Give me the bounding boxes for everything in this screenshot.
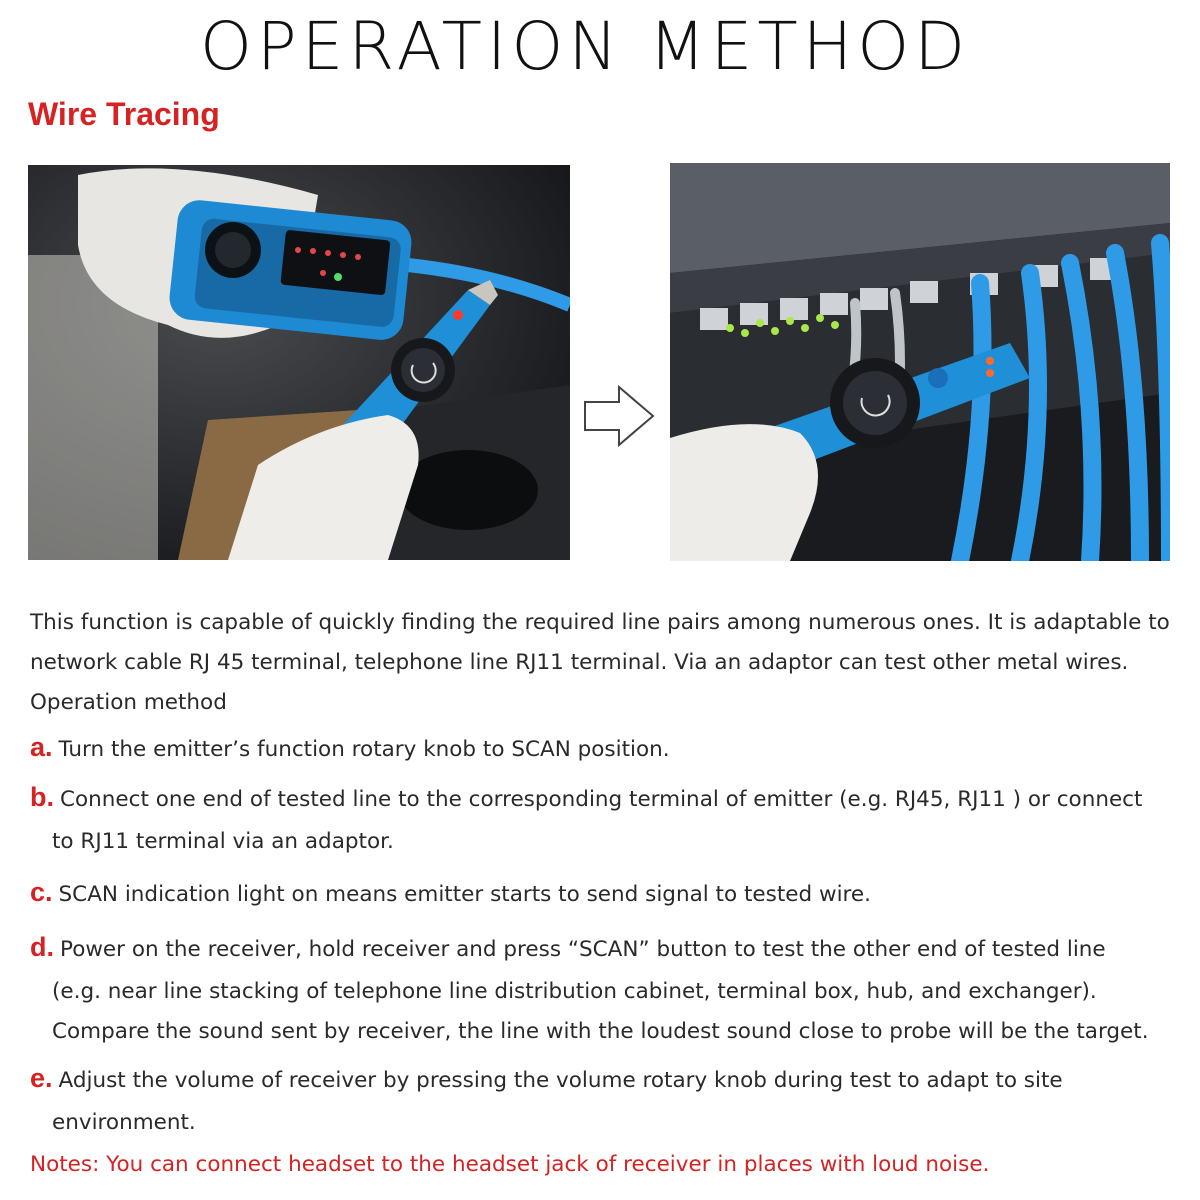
cable-tracing-illustration xyxy=(670,163,1170,561)
arrow-right-icon xyxy=(583,385,655,447)
step-text-continued: to RJ11 terminal via an adaptor. xyxy=(52,829,394,854)
intro-paragraph xyxy=(30,603,1180,723)
step-a xyxy=(30,725,1180,772)
step-text: Power on the receiver, hold receiver and press “SCAN” button to test the other end of tested line xyxy=(60,937,1106,962)
step-letter: d. xyxy=(30,932,54,962)
step-b xyxy=(30,775,1180,862)
step-text-continued: Compare the sound sent by receiver, the line with the loudest sound close to probe will be the target. xyxy=(52,1019,1149,1044)
step-letter: e. xyxy=(30,1063,53,1093)
emitter-receiver-illustration xyxy=(28,165,570,560)
step-text: Connect one end of tested line to the corresponding terminal of emitter (e.g. RJ45, RJ11 ) or connect xyxy=(60,787,1143,812)
step-letter: b. xyxy=(30,782,54,812)
section-title: Wire Tracing xyxy=(28,96,220,132)
intro-text: This function is capable of quickly finding the required line pairs among numerous ones. It is adaptable to network cable RJ 45 terminal, telephone line RJ11 terminal. Via an adaptor can test other metal wires. xyxy=(30,610,1170,675)
cable-tracing-photo xyxy=(670,163,1170,561)
step-text: Adjust the volume of receiver by pressing the volume rotary knob during test to adapt to site xyxy=(58,1068,1063,1093)
notes: Notes: You can connect headset to the headset jack of receiver in places with loud noise. xyxy=(30,1152,990,1177)
step-text: Turn the emitter’s function rotary knob to SCAN position. xyxy=(58,737,670,762)
page-title: OPERATION METHOD xyxy=(199,8,971,85)
step-text-continued: environment. xyxy=(52,1110,196,1135)
step-d xyxy=(30,925,1180,1052)
method-heading: Operation method xyxy=(30,690,227,715)
step-e xyxy=(30,1056,1180,1143)
step-letter: a. xyxy=(30,732,53,762)
step-letter: c. xyxy=(30,877,53,907)
step-c xyxy=(30,870,1180,917)
step-text-continued: (e.g. near line stacking of telephone line distribution cabinet, terminal box, hub, and exchanger). xyxy=(52,979,1097,1004)
step-text: SCAN indication light on means emitter starts to send signal to tested wire. xyxy=(58,882,871,907)
emitter-receiver-photo xyxy=(28,165,570,560)
